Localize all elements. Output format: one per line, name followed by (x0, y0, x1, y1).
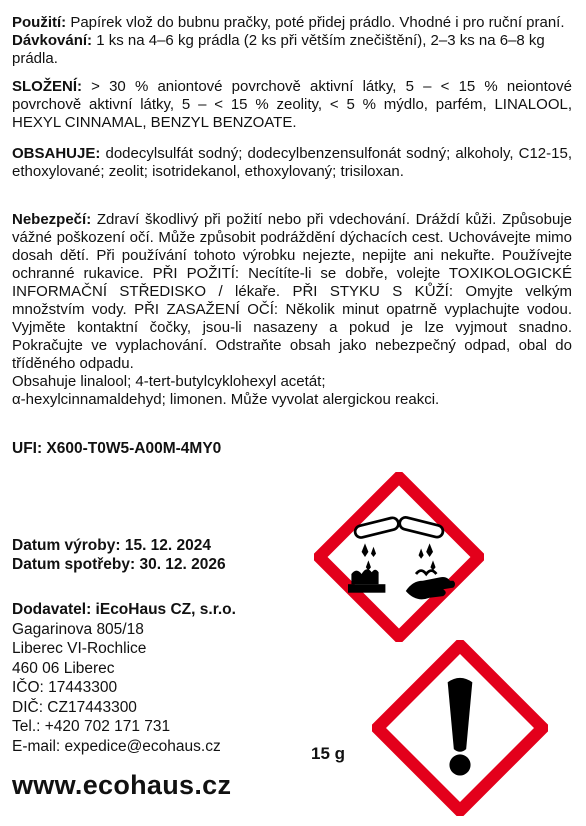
supplier-heading: Dodavatel: iEcoHaus CZ, s.r.o. (12, 601, 236, 618)
usage-section (12, 14, 572, 68)
supplier-dic: DIČ: CZ17443300 (12, 698, 137, 716)
ufi-code: UFI: X600-T0W5-A00M-4MY0 (12, 440, 222, 457)
composition-section (12, 78, 572, 132)
supplier-block (12, 600, 236, 756)
supplier-district: Liberec VI-Rochlice (12, 640, 147, 657)
usage-text: Papírek vlož do bubnu pračky, poté přidej prádlo. Vhodné i pro ruční praní. (66, 14, 565, 31)
supplier-phone: Tel.: +420 702 171 731 (12, 718, 171, 735)
composition-label: SLOŽENÍ: (12, 78, 82, 95)
contains-label: OBSAHUJE: (12, 145, 101, 162)
supplier-ico: IČO: 17443300 (12, 679, 118, 696)
corrosion-icon (314, 472, 484, 642)
production-date: Datum výroby: 15. 12. 2024 (12, 537, 212, 554)
dates-block (12, 536, 226, 574)
hazard-statements (12, 211, 572, 373)
supplier-street: Gagarinova 805/18 (12, 620, 144, 638)
net-weight: 15 g (311, 744, 346, 763)
exclamation-mark-icon (372, 640, 548, 816)
supplier-city: 460 06 Liberec (12, 659, 115, 677)
allergens-line-2: α-hexylcinnamaldehyd; limonen. Může vyvolat alergickou reakci. (12, 391, 440, 408)
hazard-section (12, 211, 572, 409)
contains-section (12, 145, 572, 181)
composition-text: > 30 % aniontové povrchově aktivní látky, 5 – < 15 % neiontové povrchově aktivní látky, 5 – < 15 % zeolity, < 5 % mýdlo, parfém, LINALOOL, HEXYL CINNAMAL, BENZYL BENZOATE. (12, 78, 572, 131)
allergens-line-1: Obsahuje linalool; 4-tert-butylcyklohexyl acetát; (12, 373, 326, 390)
hazard-label: Nebezpečí: (12, 211, 92, 228)
expiry-date: Datum spotřeby: 30. 12. 2026 (12, 556, 226, 573)
supplier-email: E-mail: expedice@ecohaus.cz (12, 737, 221, 755)
dosing-text: 1 ks na 4–6 kg prádla (2 ks při větším znečištění), 2–3 ks na 6–8 kg prádla. (12, 32, 545, 67)
dosing-label: Dávkování: (12, 32, 93, 49)
usage-label: Použití: (12, 14, 67, 31)
website: www.ecohaus.cz (12, 770, 232, 800)
contains-text: dodecylsulfát sodný; dodecylbenzensulfonát sodný; alkoholy, C12-15, ethoxylované; zeolit; isotridekanol, ethoxylovaný; trisiloxan. (12, 145, 572, 180)
hazard-text: Zdraví škodlivý při požití nebo při vdechování. Dráždí kůži. Způsobuje vážné poškození očí. Může způsobit podráždění dýchacích cest. Uchovávejte mimo dosah dětí. Při používání tohoto výrobku nejezte, nepijte ani nekuřte. Používejte ochranné rukavice. PŘI POŽITÍ: Necítíte-li se dobře, volejte TOXIKOLOGICKÉ INFORMAČNÍ STŘEDISKO / lékaře. PŘI STYKU S KŮŽÍ: Omyjte velkým množstvím vody. PŘI ZASAŽENÍ OČÍ: Několik minut opatrně vyplachujte vodou. Vyjměte kontaktní čočky, jsou-li nasazeny a pokud je lze vyjmout snadno. Pokračujte ve vyplachování. Odstraňte obsah jako nebezpečný odpad, obal do tříděného odpadu. (12, 211, 572, 372)
